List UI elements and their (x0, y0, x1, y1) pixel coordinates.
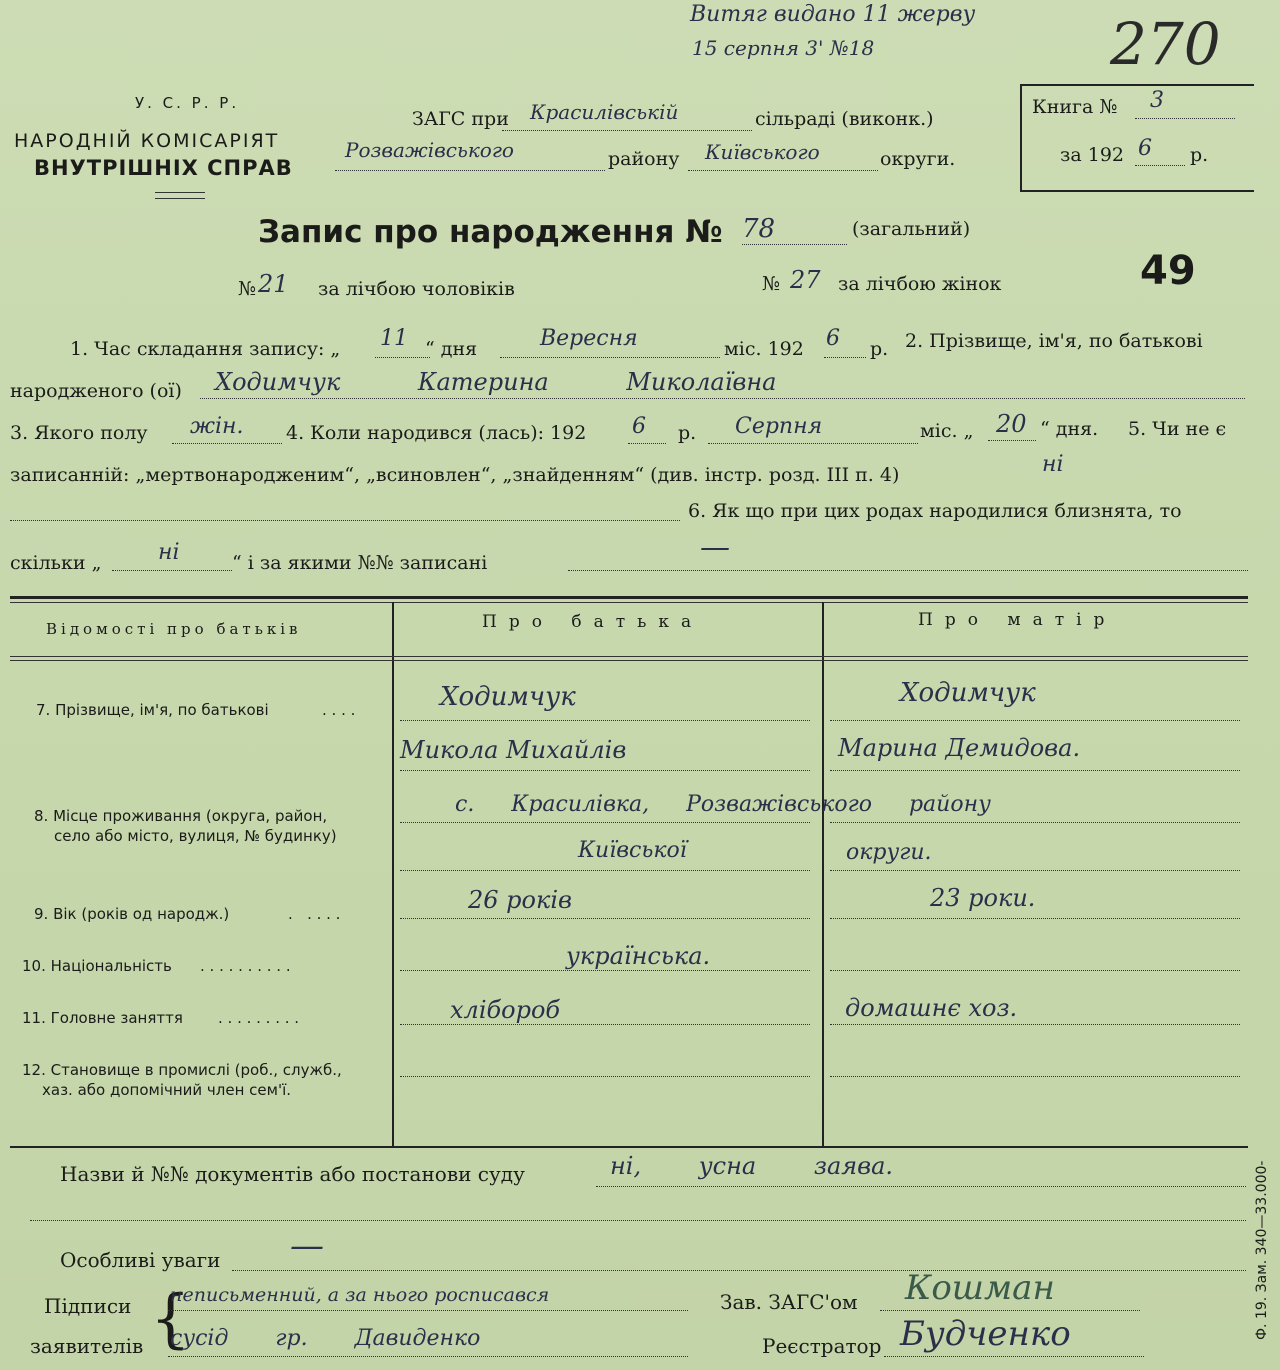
row7-mother: Ходимчук (900, 678, 1036, 708)
header-rule-2 (155, 198, 205, 199)
commissariat-line1: НАРОДНІЙ КОМІСАРІЯТ (14, 130, 280, 152)
district-label: району (608, 148, 680, 170)
item3-label: 3. Якого полу (10, 422, 148, 444)
row7b-father-line (400, 770, 810, 771)
row7-mother-line (830, 720, 1240, 721)
applicant-line1-rule (168, 1310, 688, 1311)
page-number: 270 (1110, 10, 1221, 78)
district-value: Розважівського (345, 138, 514, 162)
head-signature-line (880, 1310, 1140, 1311)
table-col3-header: Про матір (918, 610, 1117, 630)
women-label: за лічбою жінок (838, 273, 1002, 295)
row9-dots: . . . . . (288, 905, 341, 923)
born-line (200, 398, 1245, 399)
item1-month: Вересня (540, 326, 638, 351)
item1-day-line (375, 357, 430, 358)
documents-label: Назви й №№ документів або постанови суду (60, 1162, 525, 1186)
row10-dots: . . . . . . . . . . (200, 957, 291, 975)
book-year-suffix: р. (1190, 144, 1209, 166)
item4-year-digit: 6 (632, 414, 646, 439)
item6-count-suffix: “ і за якими №№ записані (232, 552, 488, 574)
item4-year-line (628, 443, 666, 444)
table-bottom-rule (10, 1146, 1248, 1148)
book-year-line (1135, 165, 1185, 166)
book-label: Книга № (1032, 96, 1118, 118)
women-prefix: № (762, 273, 780, 295)
documents-value: ні, усна заява. (610, 1152, 894, 1180)
head-signature: Кошман (905, 1268, 1055, 1308)
row9-father: 26 років (468, 886, 572, 914)
zags-prefix: ЗАГС при (412, 108, 509, 130)
row11-mother: домашнє хоз. (845, 994, 1018, 1022)
table-top-rule-thin (10, 602, 1248, 603)
remarks-label: Особливі уваги (60, 1248, 221, 1272)
born-value: Ходимчук Катерина Миколаївна (215, 368, 777, 396)
row7-father: Ходимчук (440, 682, 576, 712)
row7-father-line (400, 720, 810, 721)
signatures-brace: { (150, 1282, 191, 1356)
row11-father-line (400, 1024, 810, 1025)
item4-year-suffix: р. (678, 422, 697, 444)
item3-sex: жін. (190, 414, 244, 439)
row7b-father: Микола Михайлів (400, 736, 627, 764)
row8-father-line (400, 822, 810, 823)
table-divider-2 (822, 602, 824, 1146)
item5-continuation-line (10, 520, 680, 521)
book-number: 3 (1150, 88, 1164, 113)
print-mark: Ф. 19. Зам. 340—33.000- (1254, 1160, 1270, 1340)
item1-year-digit: 6 (826, 326, 840, 351)
row8-label-b: село або місто, вулиця, № будинку) (54, 827, 337, 845)
item4-month-line (708, 443, 918, 444)
row9-father-line (400, 918, 810, 919)
table-divider-1 (392, 602, 394, 1146)
commissariat-line2: ВНУТРІШНІХ СПРАВ (34, 156, 293, 180)
row7-dots: . . . . (322, 701, 356, 719)
applicant-line1: неписьменний, а за нього росписався (170, 1284, 550, 1306)
book-year-prefix: за 192 (1060, 144, 1124, 166)
zags-suffix: сільраді (виконк.) (755, 108, 934, 130)
margin-number: 49 (1140, 248, 1196, 294)
documents-line (596, 1186, 1246, 1187)
item3-sex-line (172, 443, 282, 444)
row11-dots: . . . . . . . . . (218, 1009, 300, 1027)
row8b-father-line (400, 870, 810, 871)
remarks-value: — (290, 1226, 324, 1266)
top-note-line1: Витяг видано 11 жерву (690, 2, 976, 27)
applicant-line2-rule (168, 1356, 688, 1357)
row9-label: 9. Вік (років од народж.) (34, 905, 230, 923)
row12-mother-line (830, 1076, 1240, 1077)
okruha-label: округи. (880, 148, 956, 170)
row8-father2: Київської (578, 838, 687, 863)
record-number-line (742, 244, 847, 245)
row8-father: с. Красилівка, Розважівського району (455, 792, 991, 817)
item5-text: записанній: „мертвонародженим“, „всиновлен“, „знайденням“ (див. інстр. розд. III п. 4) (10, 464, 900, 486)
row7b-mother: Марина Демидова. (838, 734, 1081, 762)
ussr-label: У. С. Р. Р. (135, 94, 240, 112)
row12-father-line (400, 1076, 810, 1077)
row9-mother: 23 роки. (930, 884, 1036, 912)
item6-label: 6. Як що при цих родах народилися близнята, то (688, 500, 1182, 522)
men-label: за лічбою чоловіків (318, 278, 515, 300)
okruha-line (688, 170, 878, 171)
table-col2-header: Про батька (482, 612, 704, 632)
row7-label: 7. Прізвище, ім'я, по батькові (36, 701, 269, 719)
table-header-rule-1 (10, 656, 1248, 657)
item1-month-line (500, 357, 720, 358)
row8-label-a: 8. Місце проживання (округа, район, (34, 807, 328, 825)
registrar-signature: Будченко (900, 1314, 1071, 1354)
item4-month: Серпня (735, 414, 823, 439)
item5-label: 5. Чи не є (1128, 418, 1227, 440)
row10-mother-line (830, 970, 1240, 971)
row7b-mother-line (830, 770, 1240, 771)
item4-label: 4. Коли народився (лась): 192 (286, 422, 587, 444)
item6-numbers-line (568, 570, 1248, 571)
registrar-signature-line (884, 1356, 1144, 1357)
item2-label: 2. Прізвище, ім'я, по батькові (905, 330, 1203, 352)
row10-father-line (400, 970, 810, 971)
signatures-label-a: Підписи (44, 1294, 132, 1318)
registrar-label: Реєстратор (762, 1334, 882, 1358)
born-label: народженого (ої) (10, 380, 182, 402)
item1-day-suffix: “ дня (425, 338, 478, 360)
okruha-value: Київського (705, 140, 820, 164)
men-prefix: № (238, 278, 256, 300)
row10-label: 10. Національність (22, 957, 172, 975)
book-number-line (1135, 118, 1235, 119)
row8-mother2: округи. (846, 840, 932, 865)
row12-label-a: 12. Становище в промислі (роб., служб., (22, 1061, 342, 1079)
row8b-mother-line (830, 870, 1240, 871)
header-rule-1 (155, 192, 205, 193)
record-general: (загальний) (852, 218, 971, 240)
applicant-line2: сусід гр. Давиденко (170, 1326, 481, 1351)
documents-line-2 (30, 1220, 1246, 1221)
item6-count-value: ні (158, 540, 180, 565)
item1-year-suffix: р. (870, 338, 889, 360)
item1-year-line (824, 357, 866, 358)
district-line (335, 170, 605, 171)
signatures-label-b: заявителів (30, 1334, 144, 1358)
row9-mother-line (830, 918, 1240, 919)
row11-mother-line (830, 1024, 1240, 1025)
head-label: Зав. ЗАГС'ом (720, 1290, 858, 1314)
row10-both: українська. (566, 942, 711, 970)
row11-label: 11. Головне заняття (22, 1009, 183, 1027)
item4-month-suffix: міс. „ (920, 420, 974, 442)
row11-father: хлібороб (450, 996, 561, 1024)
men-number: 21 (258, 270, 289, 298)
remarks-line (232, 1270, 1246, 1271)
table-header-rule-2 (10, 660, 1248, 661)
book-year-digit: 6 (1138, 136, 1152, 161)
table-top-rule (10, 596, 1248, 599)
item4-day-line (988, 440, 1036, 441)
table-col1-header: Відомості про батьків (46, 620, 302, 638)
item4-day: 20 (996, 410, 1027, 438)
zags-village-line (502, 130, 752, 131)
women-number: 27 (790, 266, 821, 294)
item6-numbers-value: — (700, 530, 730, 565)
item4-day-suffix: “ дня. (1040, 418, 1099, 440)
item1-day: 11 (380, 326, 408, 351)
item6-count-label: скільки „ (10, 552, 102, 574)
top-note-line2: 15 серпня 3' №18 (692, 36, 875, 60)
item1-month-suffix: міс. 192 (724, 338, 804, 360)
zags-village-value: Красилівській (530, 100, 679, 124)
item5-value: ні (1042, 452, 1064, 477)
record-title: Запис про народження № (258, 214, 723, 250)
row12-label-b: хаз. або допомічний член сем'ї. (42, 1081, 292, 1099)
item6-count-line (112, 570, 232, 571)
item1-label: 1. Час складання запису: „ (70, 338, 341, 360)
row8-mother-line (830, 822, 1240, 823)
record-number: 78 (742, 214, 776, 244)
